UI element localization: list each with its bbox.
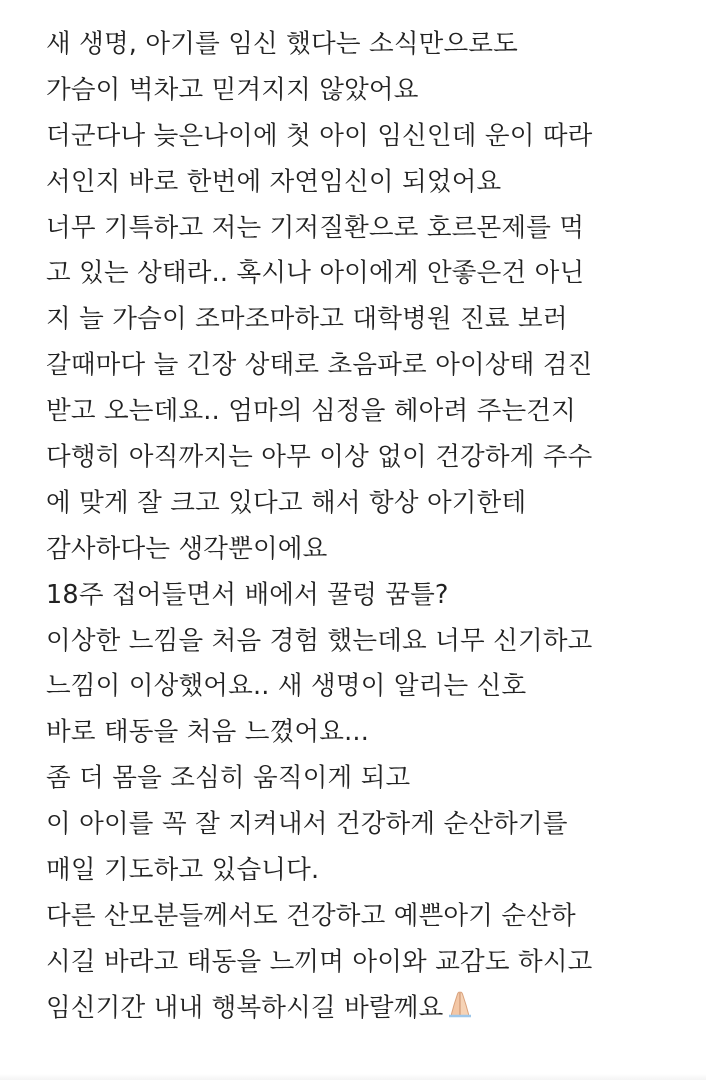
- folded-hands-icon: [445, 989, 475, 1019]
- bottom-divider: [0, 1074, 706, 1080]
- post-line-1: 새 생명, 아기를 임신 했다는 소식만으로도: [46, 29, 518, 59]
- post-line-14: 이상한 느낌을 처음 경험 했는데요 너무 신기하고: [46, 625, 593, 656]
- post-line-9: 받고 오는데요.. 엄마의 심정을 헤아려 주는건지: [46, 396, 576, 427]
- post-line-2: 가슴이 벅차고 믿겨지지 않았어요: [46, 74, 419, 105]
- post-line-3: 더군다나 늦은나이에 첫 아이 임신인데 운이 따라: [46, 120, 593, 151]
- post-line-13: 18주 접어들면서 배에서 꿀렁 꿈틀?: [46, 579, 449, 610]
- post-line-22: 임신기간 내내 행복하시길 바랄께요: [46, 992, 444, 1023]
- post-body: [46, 22, 696, 1032]
- post-line-4: 서인지 바로 한번에 자연임신이 되었어요: [46, 166, 502, 197]
- post-line-11: 에 맞게 잘 크고 있다고 해서 항상 아기한테: [46, 487, 527, 518]
- post-line-10: 다행히 아직까지는 아무 이상 없이 건강하게 주수: [46, 442, 593, 473]
- post-line-19: 매일 기도하고 있습니다.: [46, 855, 320, 886]
- post-line-8: 갈때마다 늘 긴장 상태로 초음파로 아이상태 검진: [46, 350, 593, 381]
- post-line-5: 너무 기특하고 저는 기저질환으로 호르몬제를 먹: [46, 212, 585, 243]
- post-line-22-wrap: [46, 986, 696, 1032]
- post-line-20: 다른 산모분들께서도 건강하고 예쁜아기 순산하: [46, 900, 576, 931]
- post-line-16: 바로 태동을 처음 느꼈어요...: [46, 717, 369, 748]
- post-line-17: 좀 더 몸을 조심히 움직이게 되고: [46, 763, 411, 794]
- post-line-21: 시길 바라고 태동을 느끼며 아이와 교감도 하시고: [46, 946, 593, 977]
- post-line-12: 감사하다는 생각뿐이에요: [46, 533, 328, 564]
- post-line-15: 느낌이 이상했어요.. 새 생명이 알리는 신호: [46, 671, 527, 702]
- post-line-6: 고 있는 상태라.. 혹시나 아이에게 안좋은건 아닌: [46, 258, 585, 289]
- post-line-7: 지 늘 가슴이 조마조마하고 대학병원 진료 보러: [46, 304, 568, 335]
- post-line-18: 이 아이를 꼭 잘 지켜내서 건강하게 순산하기를: [46, 809, 568, 840]
